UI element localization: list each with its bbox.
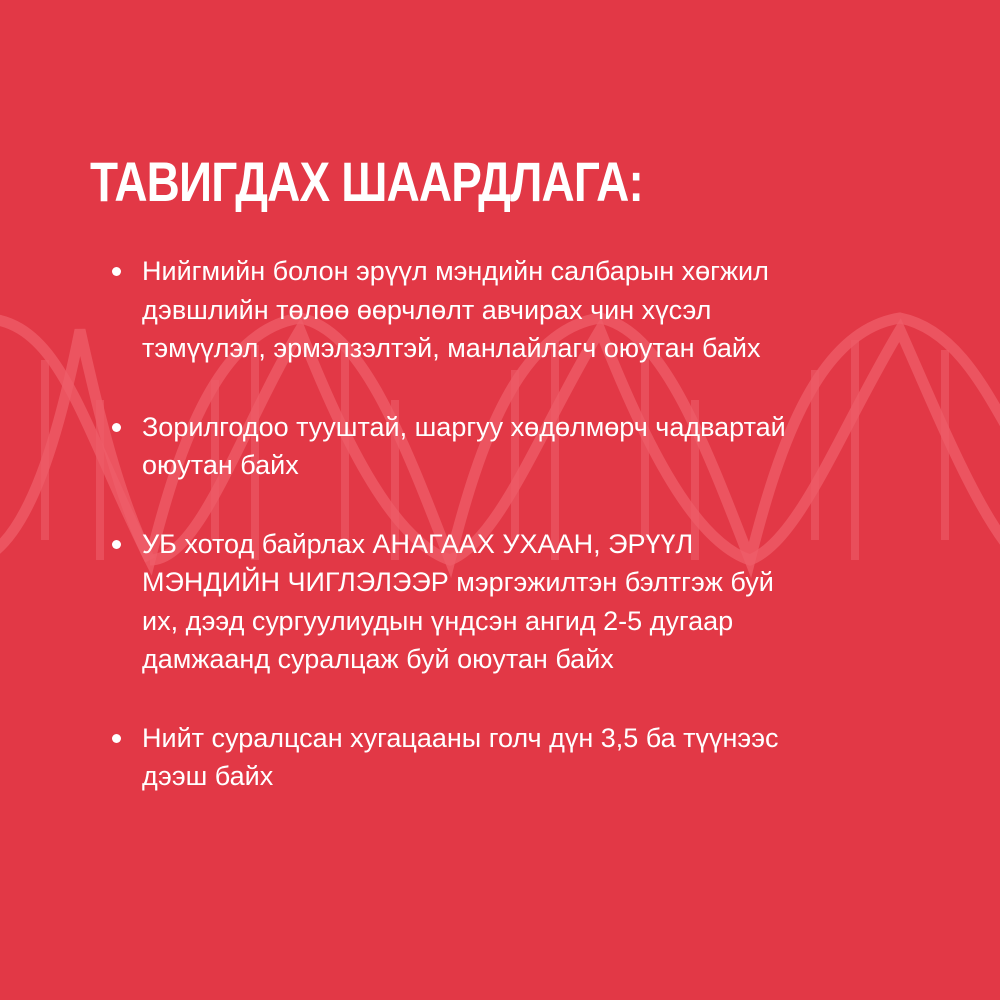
requirement-text: Нийт суралцсан хугацааны голч дүн 3,5 ба түүнээс дээш байх (142, 722, 779, 791)
bullet-icon (112, 423, 121, 432)
bullet-icon (112, 267, 121, 276)
page-title: ТАВИГДАХ ШААРДЛАГА: (90, 150, 643, 213)
list-item (110, 525, 930, 679)
bullet-icon (112, 734, 121, 743)
list-item (110, 408, 930, 485)
bullet-icon (112, 540, 121, 549)
requirement-text: Нийгмийн болон эрүүл мэндийн салбарын хөгжил дэвшлийн төлөө өөрчлөлт авчирах чин хүсэл тэмүүлэл, эрмэлзэлтэй, манлайлагч оюутан байх (142, 256, 769, 363)
requirement-text: УБ хотод байрлах АНАГААХ УХААН, ЭРҮҮЛ МЭНДИЙН ЧИГЛЭЛЭЭР мэргэжилтэн бэлтгэж буй их, дээд сургуулиудын үндсэн ангид 2-5 дугаар дамжаанд суралцаж буй оюутан байх (142, 528, 774, 674)
list-item (110, 252, 930, 368)
list-item (110, 719, 930, 796)
requirement-text: Зорилгодоо тууштай, шаргуу хөдөлмөрч чадвартай оюутан байх (142, 411, 786, 480)
requirements-list (110, 252, 930, 836)
